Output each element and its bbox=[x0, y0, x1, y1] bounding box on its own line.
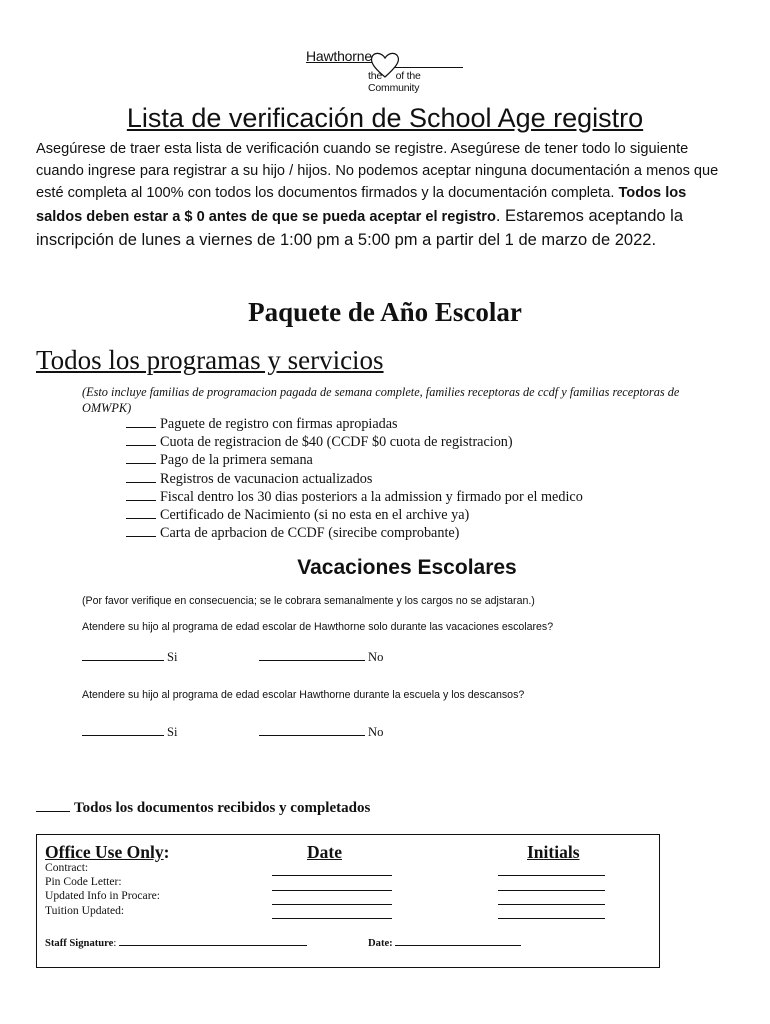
checklist-item[interactable]: Pago de la primera semana bbox=[126, 451, 583, 469]
checklist-item[interactable]: Registros de vacunacion actualizados bbox=[126, 470, 583, 488]
q2-no-option[interactable]: No bbox=[259, 724, 383, 740]
checklist-item[interactable]: Paguete de registro con firmas apropiadas bbox=[126, 415, 583, 433]
intro-paragraph bbox=[36, 138, 736, 252]
q2-yes-option[interactable]: Si bbox=[82, 724, 178, 740]
date-header: Date bbox=[307, 842, 342, 862]
intro-schedule-text: . Estaremos aceptando la inscripción de lunes a viernes de 1:00 pm a 5:00 pm a partir del 1 de marzo de 2022. bbox=[36, 207, 683, 249]
question-2: Atendere su hijo al programa de edad escolar Hawthorne durante la escuela y los descansos? bbox=[82, 689, 525, 701]
check-blank[interactable] bbox=[126, 506, 156, 519]
signature-date-field[interactable]: Date: bbox=[368, 936, 524, 949]
q2-no-blank[interactable] bbox=[259, 724, 365, 736]
checklist-item[interactable]: Carta de aprbacion de CCDF (sirecibe comprobante) bbox=[126, 524, 583, 542]
checklist-item[interactable]: Fiscal dentro los 30 dias posteriors a la admission y firmado por el medico bbox=[126, 488, 583, 506]
hawthorne-logo bbox=[300, 48, 470, 94]
logo-name: Hawthorne bbox=[306, 48, 372, 64]
logo-tagline: the of the Community bbox=[368, 70, 421, 94]
signature-date-line[interactable] bbox=[395, 936, 521, 946]
initials-line[interactable] bbox=[498, 875, 605, 876]
question-1: Atendere su hijo al programa de edad escolar de Hawthorne solo durante las vacaciones escolares? bbox=[82, 621, 554, 633]
vacations-note: (Por favor verifique en consecuencia; se le cobrara semanalmente y los cargos no se adjstaran.) bbox=[82, 595, 535, 607]
check-blank[interactable] bbox=[126, 524, 156, 537]
q1-yes-option[interactable]: Si bbox=[82, 649, 178, 665]
intro-bold-text: Todos los saldos deben estar a $ 0 antes de que se pueda aceptar el registro bbox=[36, 185, 687, 225]
office-rows bbox=[45, 861, 160, 918]
programs-note: (Esto incluye familias de programacion pagada de semana complete, families receptoras de ccdf y familias receptoras de OMWPK) bbox=[82, 385, 680, 415]
check-blank[interactable] bbox=[126, 470, 156, 483]
check-blank[interactable] bbox=[126, 415, 156, 428]
vacations-title: Vacaciones Escolares bbox=[297, 556, 517, 579]
initials-line[interactable] bbox=[498, 918, 605, 919]
page-title: Lista de verificación de School Age registro bbox=[126, 103, 644, 133]
staff-signature-field[interactable]: Staff Signature: bbox=[45, 936, 310, 949]
documents-received-check[interactable]: Todos los documentos recibidos y completados bbox=[36, 799, 370, 817]
date-line[interactable] bbox=[272, 890, 392, 891]
programs-title: Todos los programas y servicios bbox=[36, 345, 384, 375]
office-row-label: Pin Code Letter: bbox=[45, 875, 122, 889]
staff-signature-line[interactable] bbox=[119, 936, 307, 946]
check-blank[interactable] bbox=[126, 451, 156, 464]
q1-no-blank[interactable] bbox=[259, 649, 365, 661]
check-blank[interactable] bbox=[36, 799, 70, 812]
office-row-label: Contract: bbox=[45, 861, 89, 874]
date-line[interactable] bbox=[272, 875, 392, 876]
date-line[interactable] bbox=[272, 904, 392, 905]
checklist bbox=[126, 415, 583, 542]
initials-header: Initials bbox=[527, 842, 580, 862]
check-blank[interactable] bbox=[126, 433, 156, 446]
office-row-label: Tuition Updated: bbox=[45, 903, 125, 917]
logo-underline bbox=[395, 67, 463, 68]
q1-yes-blank[interactable] bbox=[82, 649, 164, 661]
intro-text: Asegúrese de traer esta lista de verificación cuando se registre. Asegúrese de tener todo lo siguiente cuando ingrese para registrar a su hijo / hijos. No podemos aceptar ninguna documentación a menos que esté completa al 100% con todos los documentos firmados y la documentación completa. bbox=[36, 141, 719, 201]
office-use-title: Office Use Only: bbox=[45, 842, 170, 862]
office-row-label: Updated Info in Procare: bbox=[45, 889, 160, 903]
checklist-item[interactable]: Certificado de Nacimiento (si no esta en el archive ya) bbox=[126, 506, 583, 524]
package-title: Paquete de Año Escolar bbox=[248, 297, 522, 327]
q1-no-option[interactable]: No bbox=[259, 649, 383, 665]
initials-line[interactable] bbox=[498, 904, 605, 905]
initials-line[interactable] bbox=[498, 890, 605, 891]
check-blank[interactable] bbox=[126, 488, 156, 501]
checklist-item[interactable]: Cuota de registracion de $40 (CCDF $0 cuota de registracion) bbox=[126, 433, 583, 451]
q2-yes-blank[interactable] bbox=[82, 724, 164, 736]
date-line[interactable] bbox=[272, 918, 392, 919]
